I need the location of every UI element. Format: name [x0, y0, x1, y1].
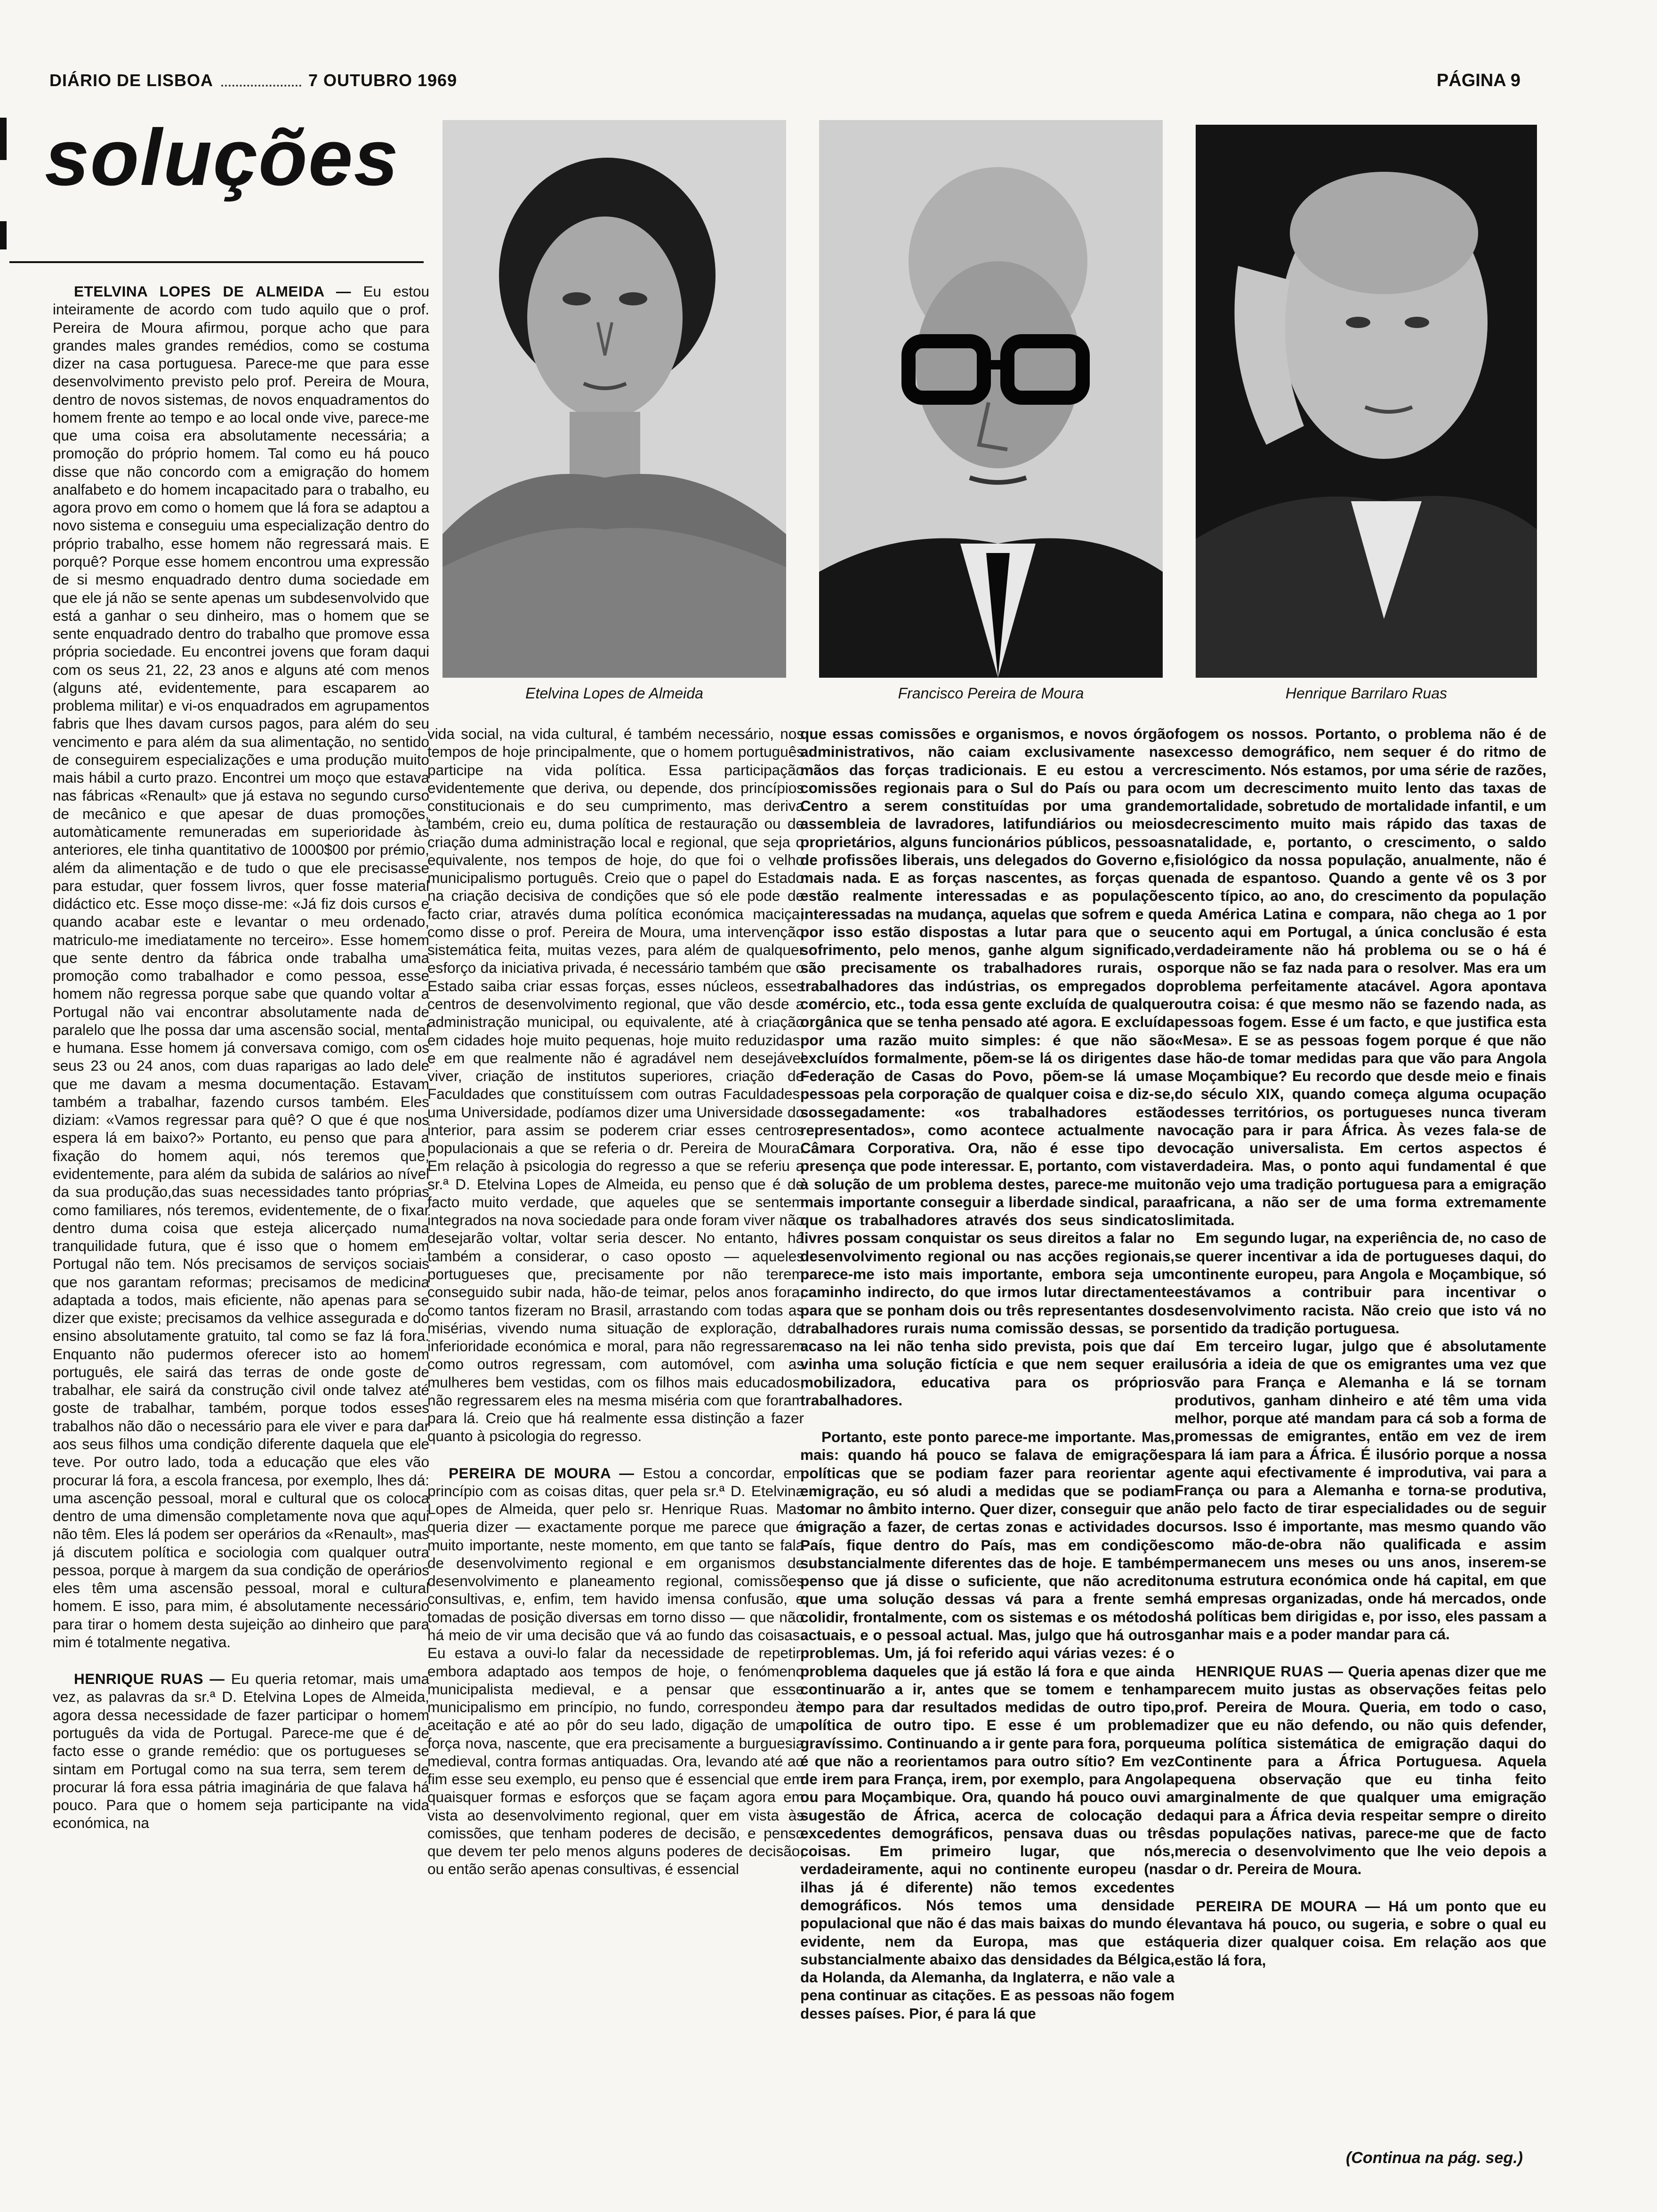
speaker-pereira-de-moura-2: PEREIRA DE MOURA — — [1196, 1897, 1389, 1915]
page-number: PÁGINA 9 — [1436, 71, 1520, 90]
photo-henrique-ruas — [1196, 125, 1537, 678]
article-column-1 — [53, 282, 429, 2160]
column-2-paragraph-2: Estou a concordar, em princípio com as coisas ditas, quer pela sr.ª D. Etelvina Lopes de Almeida, quer pelo sr. Henrique Ruas. Mas queria dizer — exactamente porque me parece que é muito importante, neste momento, em que tanto se fala de desenvolvimento regional e em organismos de desenvolvimento e planeamento regional, comissões consultivas, e, enfim, tem havido imensa confusão, e tomadas de posição diversas em torno disso — que não há meio de vir uma decisão que vá ao fundo das coisas. Eu estava a ouvi-lo falar da necessidade de repetir, embora adaptado aos tempos de hoje, o fenómeno municipalista medieval, e a pensar que esse municipalismo em princípio, no fundo, correspondeu à aceitação e até ao pôr do seu lado, digação de uma força nova, nascente, que era precisamente a burguesia medieval, contra formas antiquadas. Ora, levando até ao fim esse seu exemplo, eu penso que é essencial que em quaisquer formas e esforços que se façam agora em vista ao desenvolvimento regional, quer em vista às comissões, que tenham poderes de decisão, e penso que devem ter pelo menos alguns poderes de decisão, ou então serão apenas consultivas, é essencial — [427, 1464, 804, 1878]
article-column-3 — [800, 725, 1174, 2160]
portrait-man-hand-icon — [1196, 125, 1537, 678]
article-column-2 — [427, 725, 804, 2160]
masthead-paper-name: DIÁRIO DE LISBOA — [49, 71, 214, 90]
title-rule — [9, 261, 424, 263]
column-4-paragraph-5: Há um ponto que eu levantava há pouco, ou sugeria, e sobre o qual eu queria dizer qualquer coisa. Em relação aos que estão lá fora, — [1174, 1897, 1546, 1969]
column-2-paragraph-1: vida social, na vida cultural, é também necessário, nos tempos de hoje principalmente, que o homem português participe na vida política. Essa participação evidentemente que deriva, ou depende, dos princípios constitucionais e do seu cumprimento, mas deriva também, creio eu, duma política de restauração ou de criação duma administração local e regional, que seja o equivalente, nos tempos de hoje, do que foi o velho municipalismo português. Creio que o papel do Estado na criação decisiva de condições que só ele pode de facto criar, através duma política económica maciça, como disse o prof. Pereira de Moura, uma intervenção sistemática feita, muitas vezes, para além de qualquer esforço da iniciativa privada, é necessário também que o Estado saiba criar essas forças, esses núcleos, esses centros de desenvolvimento regional, que vão desde a administração municipal, ou equivalente, até à criação em cidades hoje muito pequenas, hoje muito reduzidas, e em que realmente não é agradável nem desejável viver, criação de institutos superiores, criação de Faculdades que constituíssem com outras Faculdades, uma Universidade, podíamos dizer uma Universidade do interior, para assim se poderem criar esses centros populacionais a que se referia o dr. Pereira de Moura. Em relação à psicologia do regresso a que se referiu a sr.ª D. Etelvina Lopes de Almeida, eu penso que é de facto muito verdade, que aqueles que se sentem integrados na nova sociedade para onde foram viver não desejarão voltar, voltar seria descer. No entanto, há também a considerar, o caso oposto — aqueles portugueses que, precisamente por não terem conseguido subir nada, hão-de teimar, pelos anos fora, como tantos fizeram no Brasil, arrastando com todas as misérias, vivendo numa situação de exploração, de inferioridade económica e moral, para não regressarem como outros regressam, com automóvel, com as mulheres bem vestidas, com os filhos mais educados, não regressarem eles na mesma miséria com que foram para lá. Creio que há realmente essa distinção a fazer quanto à psicologia do regresso. — [427, 725, 804, 1445]
column-4-paragraph-4: Queria apenas dizer que me parecem muito justas as observações feitas pelo prof. Pereira de Moura. Queria, em todo o caso, dizer que eu não defendo, ou não quis defender, uma política sistemática de emigração daqui do Continente para a África Portuguesa. Aquela pequena observação que eu tinha feito marginalmente de que qualquer uma emigração daqui para a África devia respeitar sempre o direito das populações nativas, parece-me que de facto merecia o desenvolvimento que lhe veio depois a dar o dr. Pereira de Moura. — [1174, 1662, 1546, 1878]
masthead-date: 7 OUTUBRO 1969 — [308, 71, 458, 90]
column-4-paragraph-2: Em segundo lugar, na experiência de, no caso de se querer incentivar a ida de portugueses daqui, do continente europeu, para Angola e Moçambique, só estávamos a contribuir para incentivar o desenvolvimento racista. Não creio que isto vá no sentido da tradição portuguesa. — [1174, 1229, 1546, 1337]
masthead-dotted-leader — [221, 85, 301, 87]
article-column-4 — [1174, 725, 1546, 2137]
column-4-paragraph-3: Em terceiro lugar, julgo que é absolutamente ilusória a ideia de que os emigrantes uma vez que vão para França e Alemanha e lá se tornam produtivos, ganham dinheiro e até têm uma vida melhor, porque até mandam para cá sob a forma de promessas de emigrantes, então em vez de irem para lá iam para a África. É ilusório porque a nossa gente aqui efectivamente é improdutiva, vai para a França ou para a Alemanha e torna-se produtiva, não pelo facto de tirar especialidades ou de seguir cursos. Isso é importante, mas mesmo quando vão como mão-de-obra não qualificada e assim permanecem uns meses ou uns anos, inserem-se numa estrutura económica onde há capital, em que há empresas organizadas, onde há mercados, onde há políticas bem dirigidas e, por isso, eles passam a ganhar mais e a poder mandar para cá. — [1174, 1338, 1546, 1643]
caption-pereira-de-moura: Francisco Pereira de Moura — [898, 685, 1084, 702]
continued-note: (Continua na pág. seg.) — [1346, 2149, 1523, 2167]
speaker-pereira-de-moura: PEREIRA DE MOURA — — [449, 1464, 643, 1482]
edge-mark-mid — [0, 221, 7, 249]
edge-mark-top — [0, 118, 7, 160]
page-title: soluções — [45, 113, 399, 202]
caption-etelvina: Etelvina Lopes de Almeida — [525, 685, 703, 702]
column-1-paragraph-2: Eu queria retomar, mais uma vez, as palavras da sr.ª D. Etelvina Lopes de Almeida, agora dessa necessidade de fazer participar o homem português da vida de Portugal. Parece-me que é de facto esse o grande remédio: que os portugueses se sintam em Portugal como na sua terra, sem terem de procurar lá fora essa pátria imaginária de que falava há pouco. Para que o homem seja participante na vida económica, na — [53, 1670, 429, 1832]
speaker-henrique-ruas-2: HENRIQUE RUAS — — [1196, 1662, 1348, 1680]
photo-etelvina — [442, 120, 786, 678]
column-3-paragraph-1: que essas comissões e organismos, e novos órgão administrativos, não caiam exclusivamente nas mãos das forças tradicionais. E eu estou a ver comissões regionais para o Sul do País ou para o Centro a serem constituídas por uma grande assembleia de lavradores, latifundiários ou meios proprietários, alguns funcionários públicos, pessoas de profissões liberais, uns delegados do Governo e, mais nada. E as forças nascentes, as forças que estão realmente interessadas e as populações interessadas na mudança, aquelas que sofrem e que por isso estão dispostas a lutar para que o seu sofrimento, pelo menos, ganhe algum significado, são precisamente os trabalhadores rurais, os trabalhadores das indústrias, os empregados do comércio, etc., toda essa gente excluída de qualquer orgânica que se tenha pensado até agora. E excluída por uma razão muito simples: é que não são excluídos formalmente, põem-se lá os dirigentes da Federação de Casas do Povo, põem-se lá umas pessoas pela corporação de qualquer coisa e diz-se, sossegadamente: «os trabalhadores estão representados», como acontece actualmente na Câmara Corporativa. Ora, não é esse tipo de presença que pode interessar. E, portanto, com vista à solução de um problema destes, parece-me muito mais importante conseguir a liberdade sindical, para que os trabalhadores através dos seus sindicatos livres possam conquistar os seus direitos a falar no desenvolvimento regional ou nas acções regionais, parece-me isto mais importante, embora seja um caminho indirecto, do que irmos lutar directamente para que se ponham dois ou três representantes dos trabalhadores rurais numa comissão dessas, se por acaso na lei não tenha sido prevista, pois que daí vinha uma solução fictícia e que nem sequer era mobilizadora, educativa para os próprios trabalhadores. — [800, 725, 1174, 1409]
portrait-woman-icon — [442, 120, 786, 678]
photo-pereira-de-moura — [819, 120, 1163, 678]
column-4-paragraph-1: fogem os nossos. Portanto, o problema não é de excesso demográfico, nem sequer é do ritmo de crescimento. Nós estamos, por uma série de razões, com um decrescimento muito lento das taxas de mortalidade, sobretudo de mortalidade infantil, e um decrescimento muito mais rápido das taxas de natalidade, e, portanto, o crescimento, o saldo fisiológico da nossa população, anualmente, não é nada de espantoso. Quando a gente vê os 3 por cento típico, ao ano, do crescimento da população da América Latina e compara, não chega ao 1 por cento aqui em Portugal, a única conclusão é esta verdadeiramente não há problema ou se o há é porque não se faz nada para o resolver. Mas era um problema perfeitamente atacável. Agora apontava outra coisa: é que mesmo não se fazendo nada, as pessoas fogem. Esse é um facto, e que justifica esta «Mesa». E se as pessoas fogem porque é que não se hão-de tomar medidas para que vão para Angola e Moçambique? Eu recordo que desde meio e finais do século XIX, quando começa alguma ocupação desses territórios, os portugueses nunca tiveram vocação para ir para África. Às vezes fala-se de vocação universalista. Em certos aspectos é verdadeira. Mas, o ponto aqui fundamental é que não vejo uma tradição portuguesa para a emigração africana, a não ser de uma forma extremamente limitada. — [1174, 725, 1546, 1229]
portrait-man-glasses-icon — [819, 120, 1163, 678]
column-1-paragraph-1: Eu estou inteiramente de acordo com tudo aquilo que o prof. Pereira de Moura afirmou, porque acho que para grandes males grandes remédios, como se costuma dizer na casa portuguesa. Parece-me que para esse desenvolvimento previsto pelo prof. Pereira de Moura, dentro de novos sistemas, de novos enquadramentos do homem frente ao tempo e ao local onde vive, parece-me que uma coisa era absolutamente necessária; a promoção do próprio homem. Tal como eu há pouco disse que não concordo com a emigração do homem analfabeto e do homem incapacitado para o trabalho, eu agora provo em como o homem que lá fora se adaptou a novo sistema e conseguiu uma especialização dentro do próprio trabalho, esse homem não regressará mais. E porquê? Porque esse homem encontrou uma expressão de si mesmo enquadrado dentro duma sociedade em que ele já não se sente apenas um subdesenvolvido que está a ganhar o seu dinheiro, mas o homem que se sente enquadrado dentro do trabalho que promove essa própria sociedade. Eu encontrei jovens que foram daqui com os seus 21, 22, 23 anos e alguns até com menos (alguns até, evidentemente, para escaparem ao problema militar) e vi-os enquadrados em agrupamentos fabris que lhes davam cursos pagos, para além do seu vencimento e para além da sua alimentação, no sentido de conseguirem especializações e uma produção muito mais hábil a curto prazo. Encontrei um moço que estava nas fábricas «Renault» que já estava no segundo curso de mecânico e que apesar de duas promoções, automàticamente remuneradas em superioridade às anteriores, ele tinha quantitativo de 1000$00 por prémio, além da alimentação e de tudo o que ele precisasse para estudar, quer fossem livros, quer fosse material didáctico etc. Esse moço disse-me: «Já fiz dois cursos e quando acabar este e levantar o meu ordenado, matriculo-me imediatamente no terceiro». Esse homem que sente dentro da fábrica onde trabalha uma promoção como trabalhador e como pessoa, esse homem não regressa porque sabe que quando voltar a Portugal não vai encontrar absolutamente nada de paralelo que lhe possa dar uma ascensão social, mental e humana. Esse homem já conversava comigo, com os seus 23 ou 24 anos, com duas raparigas ao lado dele que me davam a mesma documentação. Estavam também a trabalhar, fazendo cursos também. Eles diziam: «Vamos regressar para quê? O que é que nos espera lá em baixo?» Portanto, eu penso que para a fixação do homem aqui, nós teremos que, evidentemente, para além da subida de salários ao nível da sua produção,das suas necessidades tanto próprias como familiares, nós teremos, evidentemente, de o fixar dentro duma coisa que esteja alicerçado numa tranquilidade futura, que é isso que o homem em Portugal não tem. Nós precisamos de serviços sociais que nos garantam reformas; precisamos de medicina adaptada a todos, mais eficiente, não apenas para se dizer que existe; precisamos da velhice assegurada e do ensino absolutamente gratuito, tal como se faz lá fora. Enquanto não pudermos oferecer isto ao homem português, ele sairá das terras de onde goste de trabalhar, ele sairá da construção civil onde talvez até goste de trabalhar, também, porque todos esses trabalhos não dão o necessário para ele viver e para dar aos seus filhos uma condição diferente daquela que ele teve. Por outro lado, toda a educação que eles vão procurar lá fora, a escola francesa, por exemplo, lhes dá: uma ascenção pessoal, moral e cultural que os coloca dentro de uma dimensão completamente nova que aqui não têm. Eles lá podem ser operários da «Renault», mas já discutem política e sociologia com qualquer outra pessoa, porque à margem da sua condição de operários eles têm uma ascensão pessoal, moral e cultural homem. E isso, para mim, é absolutamente necessário para tirar o homem desta sujeição ao dinheiro que para mim é totalmente negativa. — [53, 283, 429, 1651]
speaker-henrique-ruas: HENRIQUE RUAS — — [74, 1670, 231, 1688]
caption-henrique-ruas: Henrique Barrilaro Ruas — [1285, 685, 1448, 702]
column-3-paragraph-2: Portanto, este ponto parece-me importante. Mas, mais: quando há pouco se falava de emigrações políticas que se podiam fazer para reorientar a emigração, eu só aludi a medidas que se podiam tomar no âmbito interno. Quer dizer, conseguir que a migração a fazer, de certas zonas e actividades do País, fique dentro do País, mas em condições substancialmente diferentes das de hoje. E também penso que já disse o suficiente, que não acredito que uma solução dessas vá para a frente sem colidir, frontalmente, com os sistemas e os métodos actuais, e o pessoal actual. Mas, julgo que há outros problemas. Um, já foi referido aqui várias vezes: é o problema daqueles que já estão lá fora e que ainda continuarão a ir, antes que se tomem e tenham tempo para dar resultados medidas de outro tipo, política de outro tipo. E esse é um problema gravíssimo. Continuando a ir gente para fora, porque é que não a reorientamos para outro sítio? Em vez de irem para França, irem, por exemplo, para Angola ou para Moçambique. Ora, quando há pouco ouvi a sugestão de África, acerca de colocação de excedentes demográficos, pensava duas ou três coisas. Em primeiro lugar, que nós, verdadeiramente, aqui no continente europeu (nas ilhas já é diferente) não temos excedentes demográficos. Nós temos uma densidade populacional que não é das mais baixas do mundo é evidente, nem da Europa, mas que está substancialmente abaixo das densidades da Bélgica, da Holanda, da Alemanha, da Inglaterra, e não vale a pena continuar as citações. E as pessoas não fogem desses países. Pior, é para lá que — [800, 1428, 1174, 2022]
speaker-etelvina: ETELVINA LOPES DE ALMEIDA — — [74, 283, 363, 300]
